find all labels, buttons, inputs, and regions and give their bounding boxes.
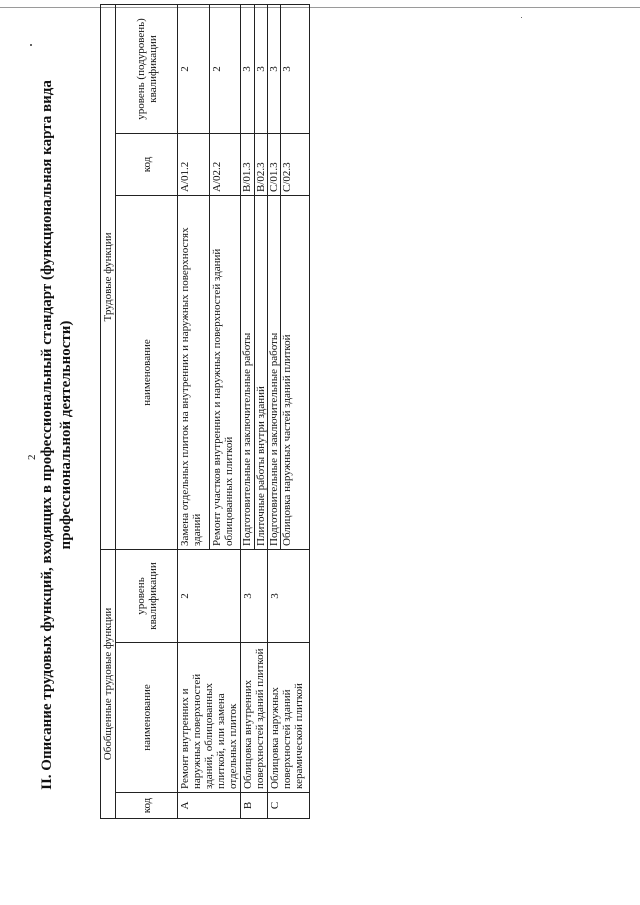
group-name: Облицовка наружных поверхностей зданий керамической плиткой (268, 643, 310, 793)
function-name: Ремонт участков внутренних и наружных поверхностей зданий облицованных плиткой (209, 195, 241, 549)
page-number: 2 (26, 454, 38, 460)
function-code: A/01.2 (178, 133, 210, 195)
header-sublevel: уровень (подуровень) квалификации (116, 4, 178, 133)
group-code: B (241, 793, 268, 819)
function-code: A/02.2 (209, 133, 241, 195)
header-generalized-functions: Обобщенные трудовые функции (101, 549, 116, 818)
group-name: Ремонт внутренних и наружных поверхностей зданий, облицованных плиткой, или замена отдельных плиток (178, 643, 241, 793)
function-level: 3 (281, 4, 310, 133)
function-level: 3 (241, 4, 255, 133)
function-code: B/02.3 (254, 133, 268, 195)
group-level: 3 (268, 549, 310, 642)
function-level: 2 (209, 4, 241, 133)
group-code: A (178, 793, 241, 819)
header-labor-functions: Трудовые функции (101, 4, 116, 549)
header-row-1 (101, 4, 116, 818)
function-code: C/01.3 (268, 133, 281, 195)
header-function-name: наименование (116, 195, 178, 549)
function-name: Облицовка наружных частей зданий плиткой (281, 195, 310, 549)
function-level: 2 (178, 4, 210, 133)
table-row (178, 4, 210, 818)
function-name: Подготовительные и заключительные работы (268, 195, 281, 549)
function-code: B/01.3 (241, 133, 255, 195)
group-name: Облицовка внутренних поверхностей зданий плиткой (241, 643, 268, 793)
title-line-2: профессиональной деятельности) (58, 320, 74, 550)
header-qualification-level: уровень квалификации (116, 549, 178, 642)
header-row-2 (116, 4, 178, 818)
function-name: Плиточные работы внутри зданий (254, 195, 268, 549)
table-row (241, 4, 255, 818)
function-name: Замена отдельных плиток на внутренних и наружных поверхностях зданий (178, 195, 210, 549)
function-level: 3 (254, 4, 268, 133)
function-code: C/02.3 (281, 133, 310, 195)
group-code: C (268, 793, 310, 819)
header-function-code: код (116, 133, 178, 195)
functional-map-table (100, 4, 310, 819)
header-name: наименование (116, 643, 178, 793)
table-row (268, 4, 281, 818)
function-name: Подготовительные и заключительные работы (241, 195, 255, 549)
group-level: 3 (241, 549, 268, 642)
group-level: 2 (178, 549, 241, 642)
title-line-1: II. Описание трудовых функций, входящих в профессиональный стандарт (функциональная карта вида (39, 80, 55, 790)
function-level: 3 (268, 4, 281, 133)
header-code: код (116, 793, 178, 819)
section-title (38, 35, 76, 835)
